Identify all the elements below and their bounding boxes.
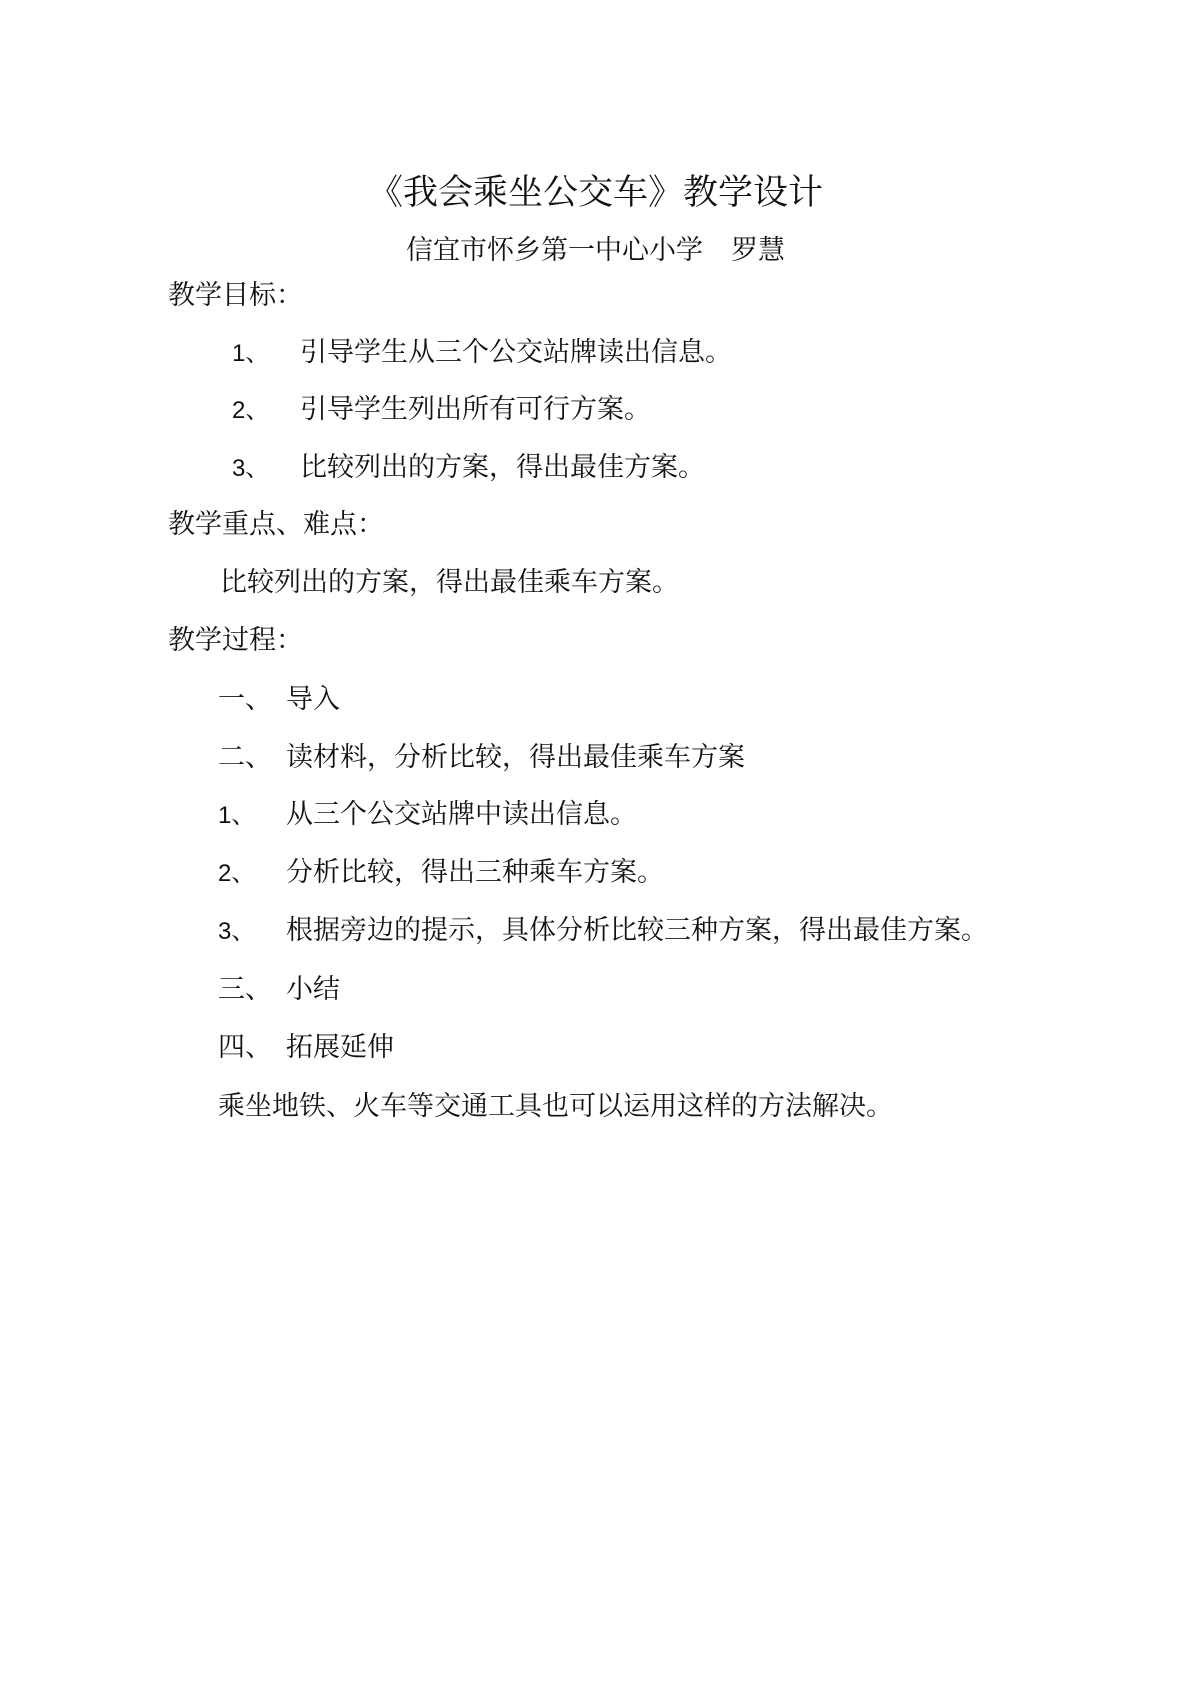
- goal-item: [232, 336, 732, 371]
- goal-text: 比较列出的方案，得出最佳方案。: [300, 452, 705, 483]
- author-name: 罗慧: [731, 235, 785, 266]
- substep-text: 从三个公交站牌中读出信息。: [286, 799, 637, 830]
- substep-number: 2、: [218, 860, 256, 887]
- substep-item: [218, 798, 637, 833]
- substep-number: 1、: [218, 802, 256, 829]
- goal-number: 3、: [232, 455, 270, 482]
- step-number: 二、: [218, 742, 272, 773]
- substep-text: 分析比较，得出三种乘车方案。: [286, 857, 664, 888]
- goal-item: [232, 393, 651, 428]
- key-text: 比较列出的方案，得出最佳乘车方案。: [220, 567, 679, 598]
- goal-text: 引导学生列出所有可行方案。: [300, 394, 651, 425]
- substep-number: 3、: [218, 918, 256, 945]
- step-number: 一、: [218, 684, 272, 715]
- step-number: 三、: [218, 974, 272, 1005]
- school-name: 信宜市怀乡第一中心小学: [406, 235, 703, 266]
- step-text: 小结: [286, 974, 340, 1005]
- goal-number: 1、: [232, 340, 270, 367]
- step-text: 导入: [286, 684, 340, 715]
- step-text: 读材料，分析比较，得出最佳乘车方案: [286, 742, 745, 773]
- author-line: [0, 234, 1191, 268]
- goal-number: 2、: [232, 397, 270, 424]
- substep-item: [218, 914, 988, 949]
- process-heading: 教学过程：: [168, 625, 303, 656]
- goal-text: 引导学生从三个公交站牌读出信息。: [300, 337, 732, 368]
- document-title: 《我会乘坐公交车》教学设计: [367, 173, 823, 213]
- step-item: [218, 1031, 394, 1065]
- goals-heading: 教学目标：: [168, 280, 303, 311]
- goal-item: [232, 451, 705, 486]
- step-number: 四、: [218, 1032, 272, 1063]
- step-item: [218, 973, 340, 1007]
- substep-text: 根据旁边的提示，具体分析比较三种方案，得出最佳方案。: [286, 915, 988, 946]
- extension-text: 乘坐地铁、火车等交通工具也可以运用这样的方法解决。: [218, 1091, 893, 1122]
- key-heading: 教学重点、难点：: [168, 509, 384, 540]
- substep-item: [218, 856, 664, 891]
- step-item: [218, 741, 745, 775]
- step-text: 拓展延伸: [286, 1032, 394, 1063]
- step-item: [218, 683, 340, 717]
